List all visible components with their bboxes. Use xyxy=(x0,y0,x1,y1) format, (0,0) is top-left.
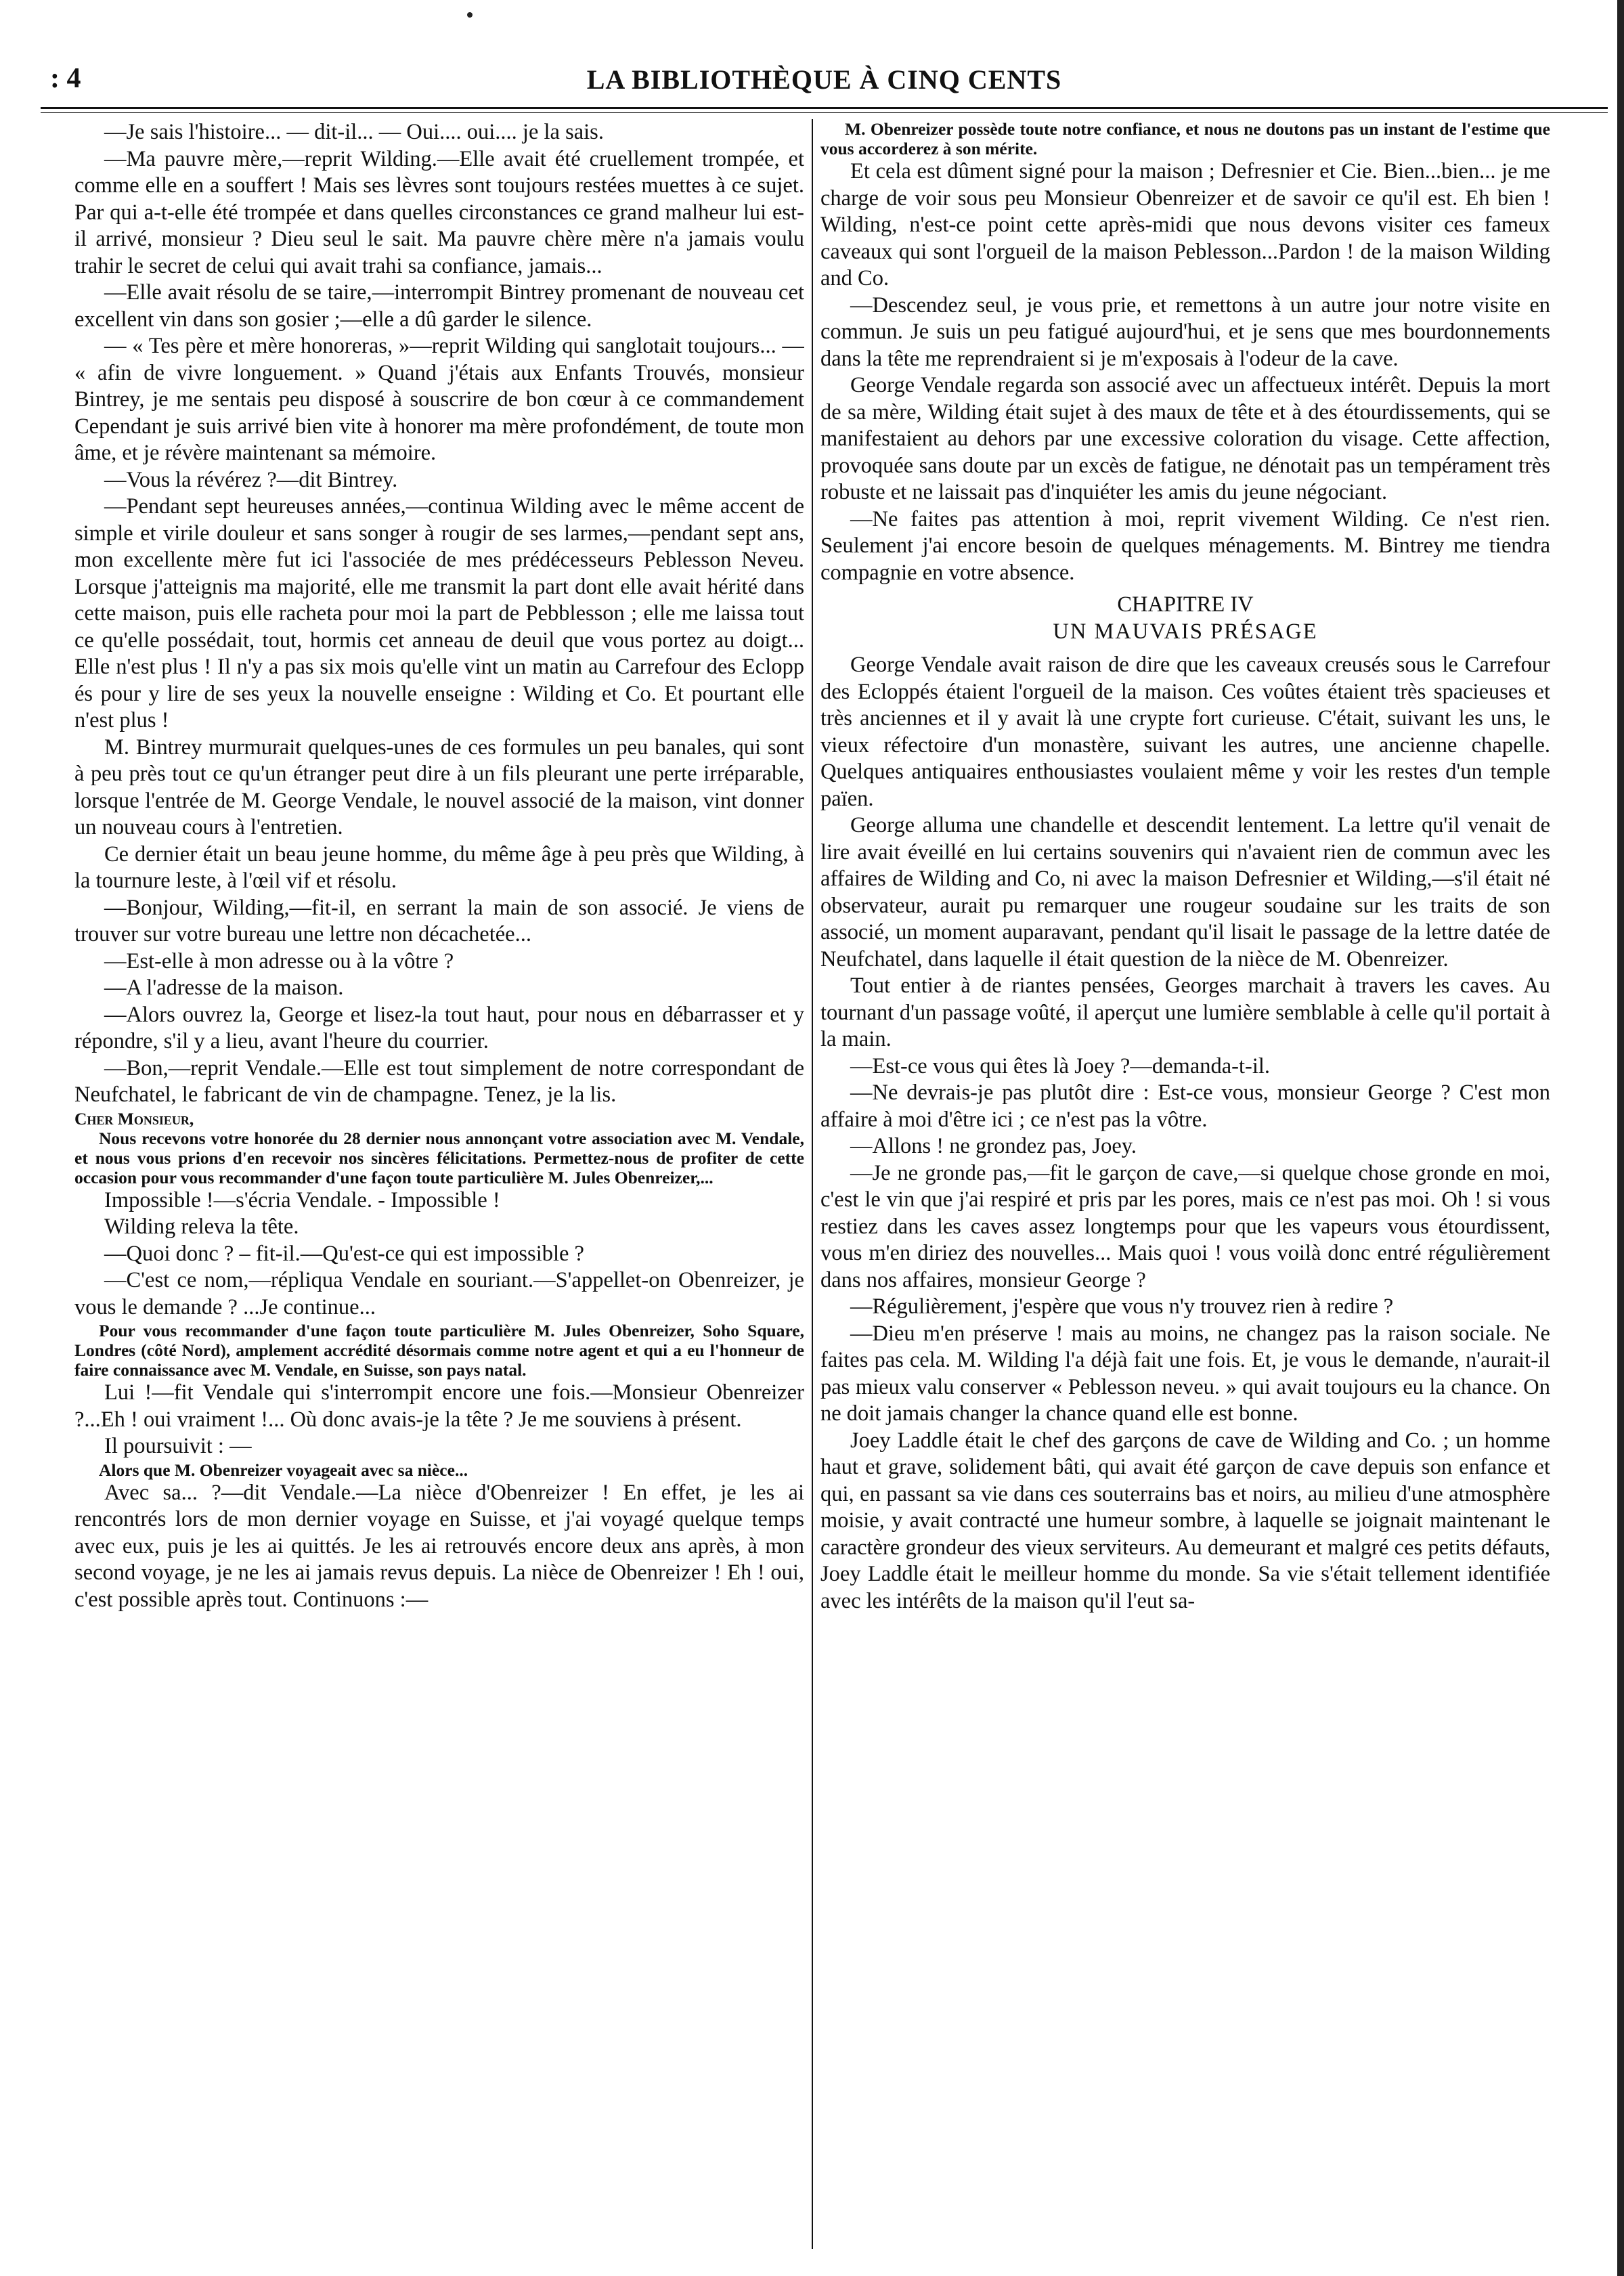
publication-title: LA BIBLIOTHÈQUE À CINQ CENTS xyxy=(586,64,1062,95)
paragraph: —Je sais l'histoire... — dit-il... — Oui.... oui.... je la sais. xyxy=(104,120,604,144)
paragraph: —A l'adresse de la maison. xyxy=(104,976,344,1000)
paragraph: —Allons ! ne grondez pas, Joey. xyxy=(850,1134,1137,1158)
letter-excerpt: Nous recevons votre honorée du 28 dernier nous annonçant votre association avec M. Vendale, et nous vous prions d'en recevoir nos sincères félicitations. Permettez-nous de profiter de cette occasion pour vous recommander d'une façon toute particulière M. Jules Obenreizer,... xyxy=(74,1128,804,1187)
paragraph: Avec sa... ?—dit Vendale.—La nièce d'Obenreizer ! En effet, je les ai rencontrés lors de mon dernier voyage en Suisse, et j'ai voyagé quelque temps avec eux, puis je les ai quittés. Je les ai retrouvés encore deux ans après, à mon second voyage, je ne les ai jamais revus depuis. La nièce de Obenreizer ! Eh ! oui, c'est possible après tout. Continuons :— xyxy=(74,1480,804,1612)
paragraph: Et cela est dûment signé pour la maison ; Defresnier et Cie. Bien...bien... je me charge de voir sous peu Monsieur Obenreizer et de savoir ce qu'il est. Eh bien ! Wilding, n'est-ce point cette après-midi que nous devons visiter ces fameux caveaux qui sont l'orgueil de la maison Peblesson...Pardon ! de la maison Wilding and Co. xyxy=(820,159,1550,290)
paragraph: —Ne devrais-je pas plutôt dire : Est-ce vous, monsieur George ? C'est mon affaire à moi d'être ici ; ce n'est pas la vôtre. xyxy=(820,1080,1550,1132)
paragraph: Tout entier à de riantes pensées, Georges marchait à travers les caves. Au tournant d'un passage voûté, il aperçut une lumière semblable à celle qu'il portait à la main. xyxy=(820,973,1550,1051)
paragraph: —Elle avait résolu de se taire,—interrompit Bintrey promenant de nouveau cet excellent vin dans son gosier ;—elle a dû garder le silence. xyxy=(74,280,804,332)
paragraph: —Vous la révérez ?—dit Bintrey. xyxy=(104,467,398,492)
paragraph: —Est-ce vous qui êtes là Joey ?—demanda-t-il. xyxy=(850,1053,1271,1078)
paragraph: —Quoi donc ? – fit-il.—Qu'est-ce qui est impossible ? xyxy=(104,1241,584,1266)
page-edge-shadow xyxy=(1617,0,1624,2276)
paragraph: George alluma une chandelle et descendit lentement. La lettre qu'il venait de lire avait éveillé en lui certains souvenirs qui n'avaient rien de commun avec les affaires de Wilding and Co, ni avec la maison Defresnier et Wilding,—s'il était né observateur, aurait pu remarquer une rougeur soudaine sur les traits de son associé, un moment auparavant, pendant qu'il lisait le passage de la lettre datée de Neufchatel, dans laquelle il était question de la nièce de M. Obenreizer. xyxy=(820,813,1550,971)
paragraph: George Vendale avait raison de dire que les caveaux creusés sous le Carrefour des Eclopp​és étaient l'orgueil de la maison. Ces voûtes étaient très spacieuses et très anciennes et il y avait là une crypte fort curieuse. C'était, suivant les uns, le vieux réfectoire d'un monastère, suivant les autres, une ancienne chapelle. Quelques antiquaires enthousiastes voulaient même y voir les restes d'un temple païen. xyxy=(820,653,1550,811)
left-column xyxy=(74,119,804,2256)
paragraph: Wilding releva la tête. xyxy=(104,1214,299,1239)
right-column xyxy=(820,119,1550,2256)
paragraph: George Vendale regarda son associé avec un affectueux intérêt. Depuis la mort de sa mère, Wilding était sujet à des maux de tête et à des étourdissements, qui se manifestaient au dehors par une excessive coloration du visage. Cette affection, provoquée sans doute par un excès de fatigue, ne dénotait pas un tempérament très robuste et ne laissait pas d'inquiéter les amis du jeune négociant. xyxy=(820,373,1550,504)
paragraph: —Bonjour, Wilding,—fit-il, en serrant la main de son associé. Je viens de trouver sur votre bureau une lettre non décachetée... xyxy=(74,895,804,946)
chapter-subtitle: UN MAUVAIS PRÉSAGE xyxy=(1053,619,1318,644)
paragraph: Il poursuivit : — xyxy=(104,1434,252,1458)
paragraph: —Bon,—reprit Vendale.—Elle est tout simplement de notre correspondant de Neufchatel, le fabricant de vin de champagne. Tenez, je la lis. xyxy=(74,1055,804,1107)
paragraph: —Régulièrement, j'espère que vous n'y trouvez rien à redire ? xyxy=(850,1294,1394,1319)
paragraph: —Ne faites pas attention à moi, reprit vivement Wilding. Ce n'est rien. Seulement j'ai encore besoin de quelques ménagements. M. Bintrey me tiendra compagnie en votre absence. xyxy=(820,506,1550,585)
paragraph: —Dieu m'en préserve ! mais au moins, ne changez pas la raison sociale. Ne faites pas cela. M. Wilding l'a déjà fait une fois. Et, je vous le demande, n'aurait-il pas mieux valu conserver « Peblesson neveu. » qui avait toujours eu la chance. On ne doit jamais changer la chance quand elle est bonne. xyxy=(820,1321,1550,1426)
print-speck xyxy=(467,12,473,18)
paragraph: —Ma pauvre mère,—reprit Wilding.—Elle avait été cruellement trompée, et comme elle en a souffert ! Mais ses lèvres sont toujours restées muettes à ce sujet. Par qui a-t-elle été trompée et dans quelles circonstances ce grand malheur lui est-il arrivé, monsieur ? Dieu seul le sait. Ma pauvre chère mère n'a jamais voulu trahir le secret de celui qui avait trahi sa confiance, jamais... xyxy=(74,146,804,278)
paragraph: —Je ne gronde pas,—fit le garçon de cave,—si quelque chose gronde en moi, c'est le vin que j'ai respiré et pris par les pores, mais ce n'est pas moi. Oh ! si vous restiez dans les caves assez longtemps pour que les vapeurs vous étourdissent, vous m'en diriez des nouvelles... Mais quoi ! vous voilà donc entré régulièrement dans nos affaires, monsieur George ? xyxy=(820,1160,1550,1292)
paragraph: —Pendant sept heureuses années,—continua Wilding avec le même accent de simple et virile douleur et sans songer à rougir de ses larmes,—pendant sept ans, mon excellente mère fut ici l'associée de mes prédécesseurs Peblesson Neveu. Lorsque j'atteignis ma majorité, elle me transmit la part dont elle avait hérité dans cette maison, puis elle racheta pour moi la part de Pebblesson ; elle me laissa tout ce qu'elle possédait, tout, hormis cet anneau de deuil que vous portez au doigt... Elle n'est plus ! Il n'y a pas six mois qu'elle vint un matin au Carrefour des Eclopp​és pour y lire de ses yeux la nouvelle enseigne : Wilding et Co. Et pourtant elle n'est plus ! xyxy=(74,494,804,732)
page-number: : 4 xyxy=(50,63,81,94)
column-divider xyxy=(812,119,813,2249)
letter-salutation: Cher Monsieur, xyxy=(74,1108,194,1129)
page-header xyxy=(41,62,1608,103)
paragraph: —Alors ouvrez la, George et lisez-la tout haut, pour nous en débarrasser et y répondre, s'il y a lieu, avant l'heure du courrier. xyxy=(74,1002,804,1053)
letter-excerpt: M. Obenreizer possède toute notre confiance, et nous ne doutons pas un instant de l'estime que vous accorderez à son mérite. xyxy=(820,119,1550,158)
paragraph: Lui !—fit Vendale qui s'interrompit encore une fois.—Monsieur Obenreizer ?...Eh ! oui vraiment !... Où donc avais-je la tête ? Je me souviens à présent. xyxy=(74,1380,804,1432)
header-rule-thin xyxy=(41,112,1608,113)
paragraph: — « Tes père et mère honoreras, »—reprit Wilding qui sanglotait toujours... — « afin de vivre longuement. » Quand j'étais aux Enfants Trouvés, monsieur Bintrey, je me sentais peu disposé à souscrire de bon cœur à ce commandement Cependant je suis arrivé bien vite à honorer ma mère profondément, de toute mon âme, et je révère maintenant sa mémoire. xyxy=(74,334,804,465)
paragraph: Joey Laddle était le chef des garçons de cave de Wilding and Co. ; un homme haut et grave, solidement bâti, qui avait été garçon de cave depuis son enfance et qui, en passant sa vie dans ces souterrains bas et noirs, au milieu d'une atmosphère moisie, y avait contracté une humeur sombre, à laquelle se joignait maintenant le caractère grondeur des vieux serviteurs. Au demeurant et malgré ces petits défauts, Joey Laddle était le meilleur homme du monde. Sa vie s'était tellement identifiée avec les intérêts de la maison qu'il l'eut sa- xyxy=(820,1428,1550,1613)
paragraph: M. Bintrey murmurait quelques-unes de ces formules un peu banales, qui sont à peu près tout ce qu'un étranger peut dire à un fils pleurant une perte irréparable, lorsque l'entrée de M. George Vendale, le nouvel associé de la maison, vint donner un nouveau cours à l'entretien. xyxy=(74,735,804,839)
letter-excerpt: Pour vous recommander d'une façon toute particulière M. Jules Obenreizer, Soho Square, Londres (côté Nord), amplement accrédité désormais comme notre agent et qui a eu l'honneur de faire connaissance avec M. Vendale, en Suisse, son pays natal. xyxy=(74,1321,804,1380)
chapter-heading: CHAPITRE IV xyxy=(1117,592,1254,617)
paragraph: —Est-elle à mon adresse ou à la vôtre ? xyxy=(104,948,454,973)
paragraph: Impossible !—s'écria Vendale. - Impossible ! xyxy=(104,1187,500,1212)
paragraph: —Descendez seul, je vous prie, et remettons à un autre jour notre visite en commun. Je suis un peu fatigué aujourd'hui, et je sens que mes bourdonnements dans la tête me reprendraient si je m'exposais à l'odeur de la cave. xyxy=(820,292,1550,371)
letter-excerpt: Alors que M. Obenreizer voyageait avec sa nièce... xyxy=(99,1460,468,1480)
header-rule xyxy=(41,107,1608,109)
paragraph: Ce dernier était un beau jeune homme, du même âge à peu près que Wilding, à la tournure leste, à l'œil vif et résolu. xyxy=(74,841,804,893)
paragraph: —C'est ce nom,—répliqua Vendale en souriant.—S'appellet-on Obenreizer, je vous le demande ? ...Je continue... xyxy=(74,1268,804,1319)
